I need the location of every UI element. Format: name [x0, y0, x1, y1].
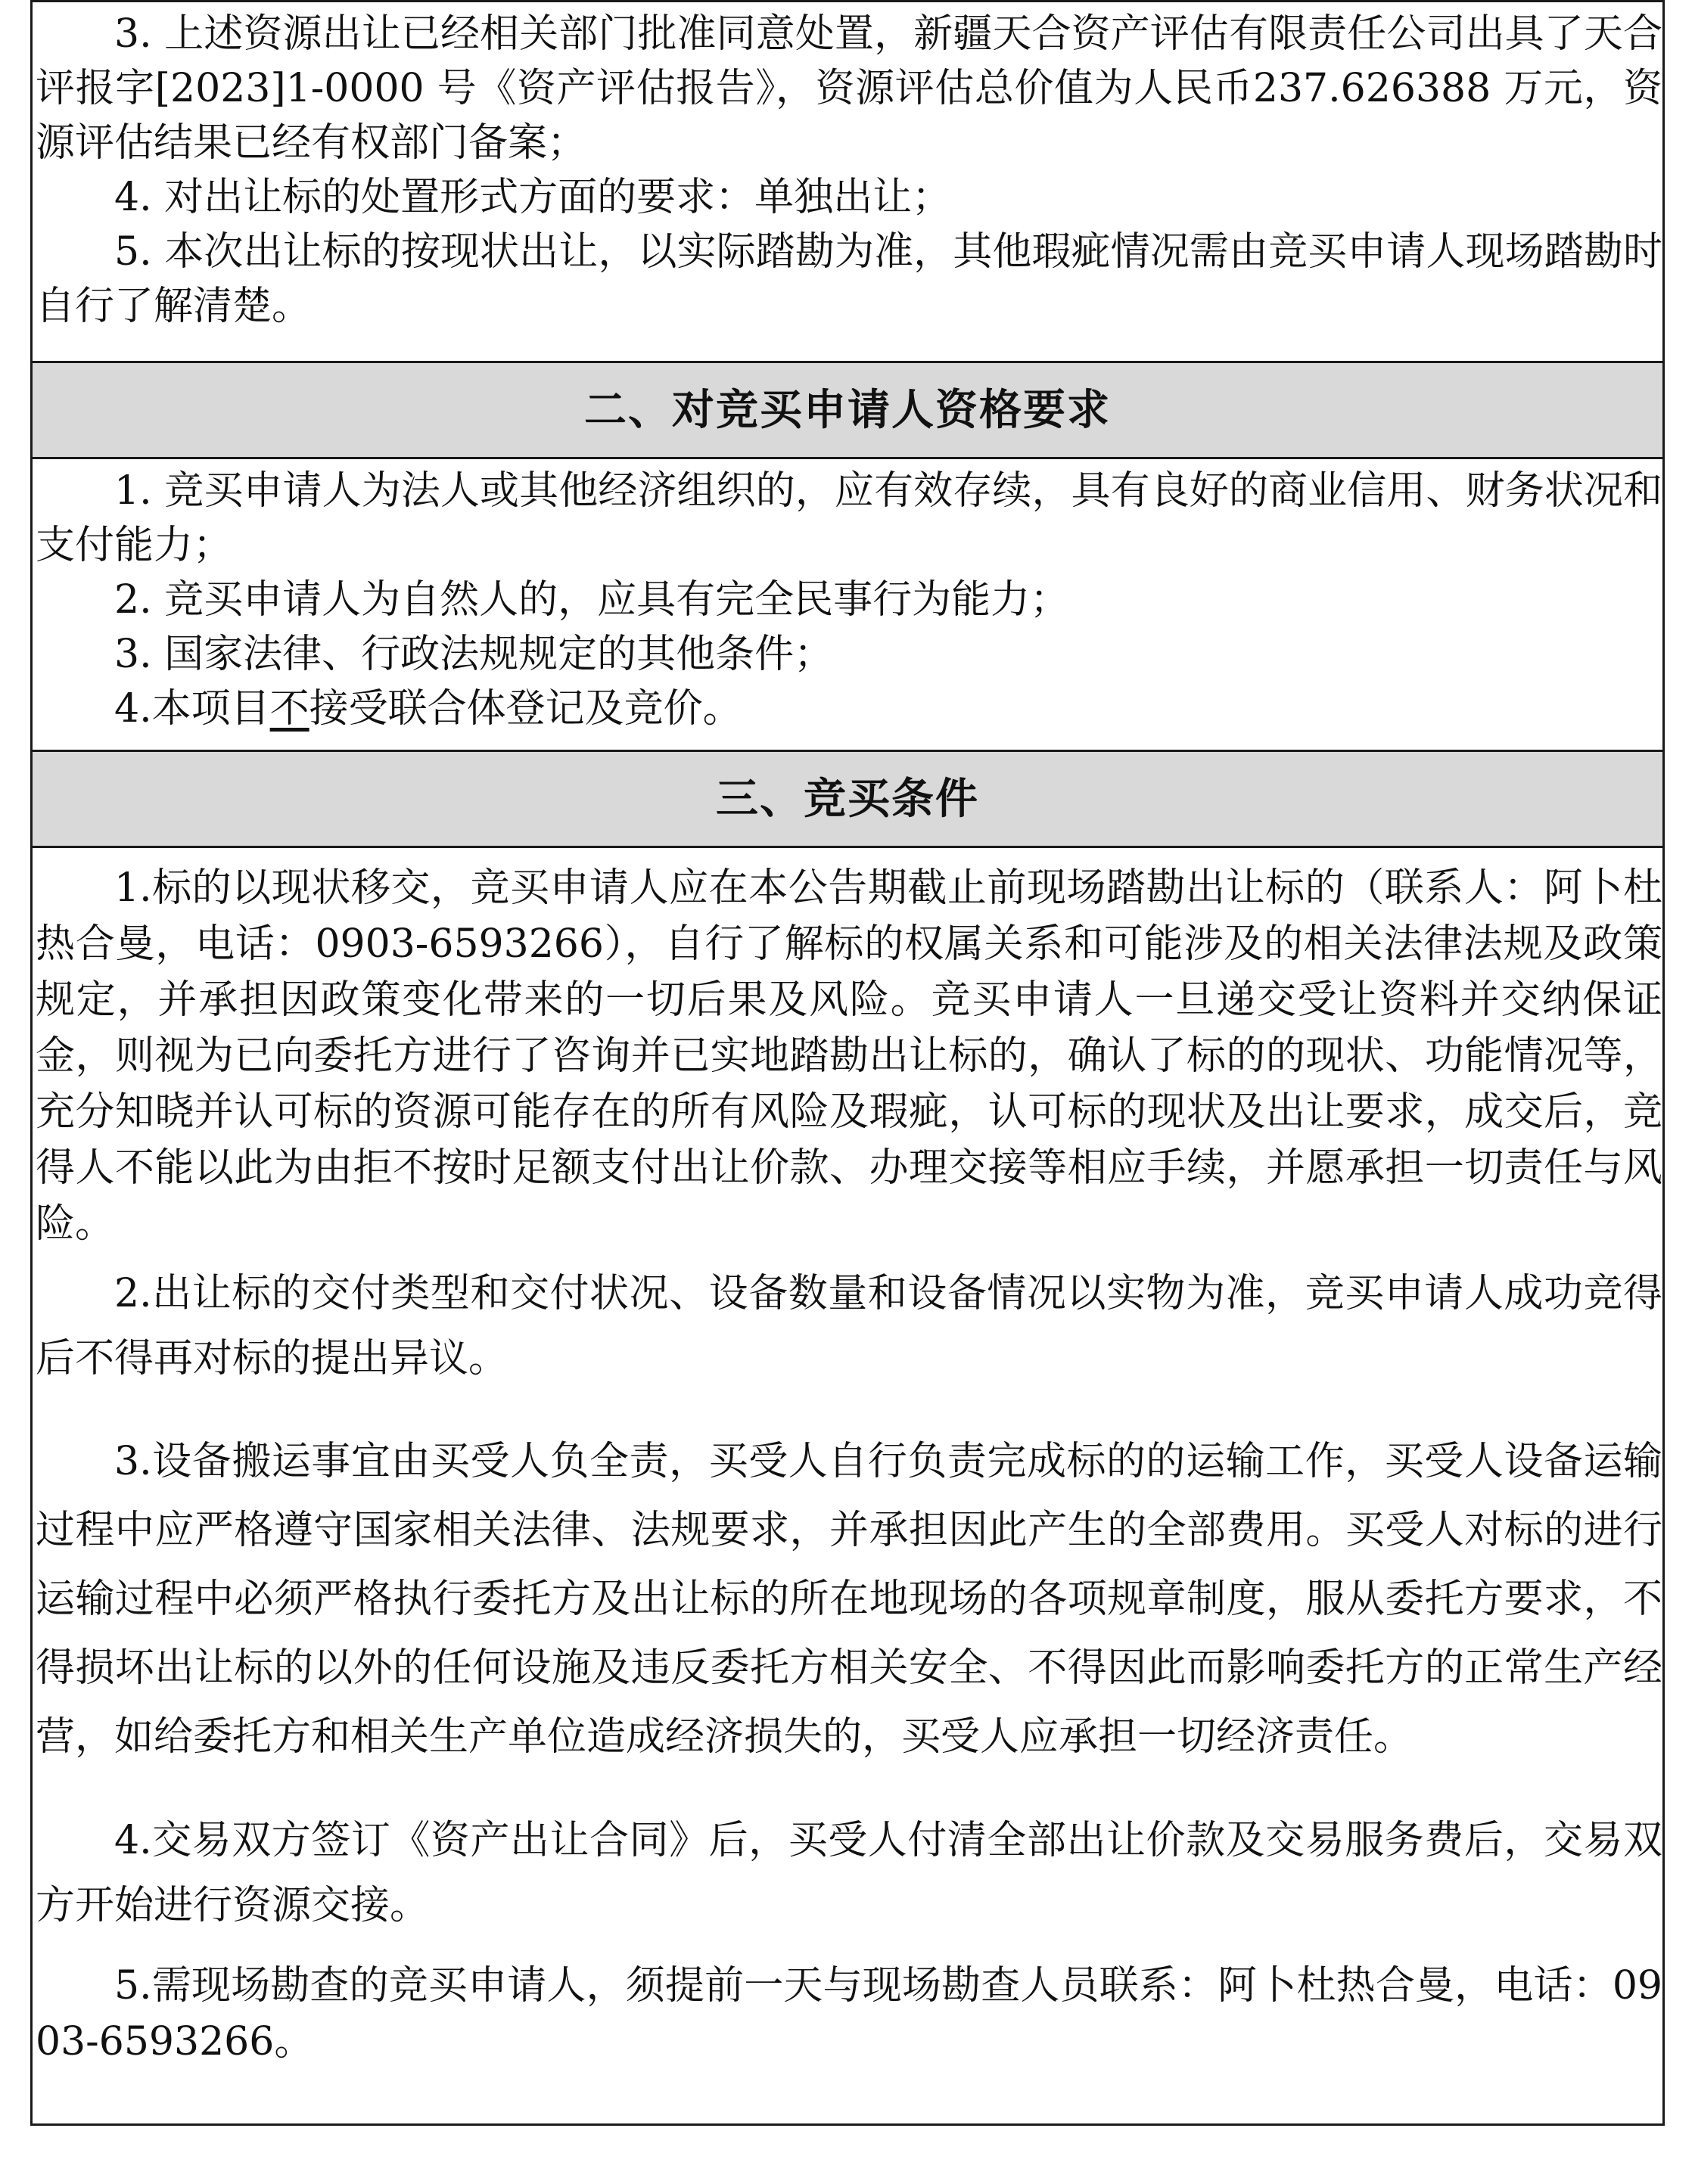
section2-item-4-underlined: 不 [269, 686, 309, 732]
section2-body [32, 458, 1664, 751]
section2-row [32, 458, 1664, 751]
section3-title: 三、竞买条件 [716, 774, 979, 824]
section3-header-row [32, 751, 1664, 847]
section2-item-4 [36, 682, 1662, 736]
announcement-table [30, 0, 1665, 2126]
section3-item-3: 3.设备搬运事宜由买受人负全责，买受人自行负责完成标的的运输工作，买受人设备运输过程中应严格遵守国家相关法律、法规要求，并承担因此产生的全部费用。买受人对标的进行运输过程中必须严格执行委托方及出让标的所在地现场的各项规章制度，服从委托方要求，不得损坏出让标的以外的任何设施及违反委托方相关安全、不得因此而影响委托方的正常生产经营，如给委托方和相关生产单位造成经济损失的，买受人应承担一切经济责任。 [36, 1439, 1662, 1760]
section2-header-cell [32, 362, 1664, 458]
section2-header-row [32, 362, 1664, 458]
section2-item-3: 3. 国家法律、行政法规规定的其他条件； [114, 632, 834, 677]
section1-item-3: 3. 上述资源出让已经相关部门批准同意处置，新疆天合资产评估有限责任公司出具了天合评报字[2023]1-0000 号《资产评估报告》，资源评估总价值为人民币237.626388 万元，资源评估结果已经有权部门备案； [36, 11, 1662, 166]
section3-item-4: 4.交易双方签订《资产出让合同》后，买受人付清全部出让价款及交易服务费后，交易双方开始进行资源交接。 [36, 1818, 1662, 1928]
section3-item-2: 2.出让标的交付类型和交付状况、设备数量和设备情况以实物为准，竞买申请人成功竞得后不得再对标的提出异议。 [36, 1271, 1662, 1381]
section2-item-4-after: 接受联合体登记及竞价。 [309, 686, 742, 732]
section3-item-5: 5.需现场勘查的竞买申请人，须提前一天与现场勘查人员联系：阿卜杜热合曼，电话：0903-6593266。 [36, 1963, 1662, 2064]
section2-item-2: 2. 竞买申请人为自然人的，应具有完全民事行为能力； [114, 577, 1070, 623]
section3-item-1: 1.标的以现状移交，竞买申请人应在本公告期截止前现场踏勘出让标的（联系人：阿卜杜热合曼，电话：0903-6593266），自行了解标的权属关系和可能涉及的相关法律法规及政策规定，并承担因政策变化带来的一切后果及风险。竞买申请人一旦递交受让资料并交纳保证金，则视为已向委托方进行了咨询并已实地踏勘出让标的，确认了标的的现状、功能情况等，充分知晓并认可标的资源可能存在的所有风险及瑕疵，认可标的现状及出让要求，成交后，竞得人不能以此为由拒不按时足额支付出让价款、办理交接等相应手续，并愿承担一切责任与风险。 [36, 865, 1662, 1247]
section1-item-5: 5. 本次出让标的按现状出让，以实际踏勘为准，其他瑕疵情况需由竞买申请人现场踏勘时自行了解清楚。 [36, 229, 1662, 329]
section2-item-4-before: 4.本项目 [114, 686, 270, 732]
section2-title: 二、对竞买申请人资格要求 [584, 385, 1111, 435]
section3-header-cell [32, 751, 1664, 847]
section1-body [32, 2, 1664, 362]
section2-item-1: 1. 竞买申请人为法人或其他经济组织的，应有效存续，具有良好的商业信用、财务状况和支付能力； [36, 468, 1662, 568]
section3-row [32, 847, 1664, 2125]
section3-body [32, 847, 1664, 2125]
section1-row [32, 2, 1664, 362]
section1-item-4: 4. 对出让标的处置形式方面的要求：单独出让； [114, 175, 952, 220]
